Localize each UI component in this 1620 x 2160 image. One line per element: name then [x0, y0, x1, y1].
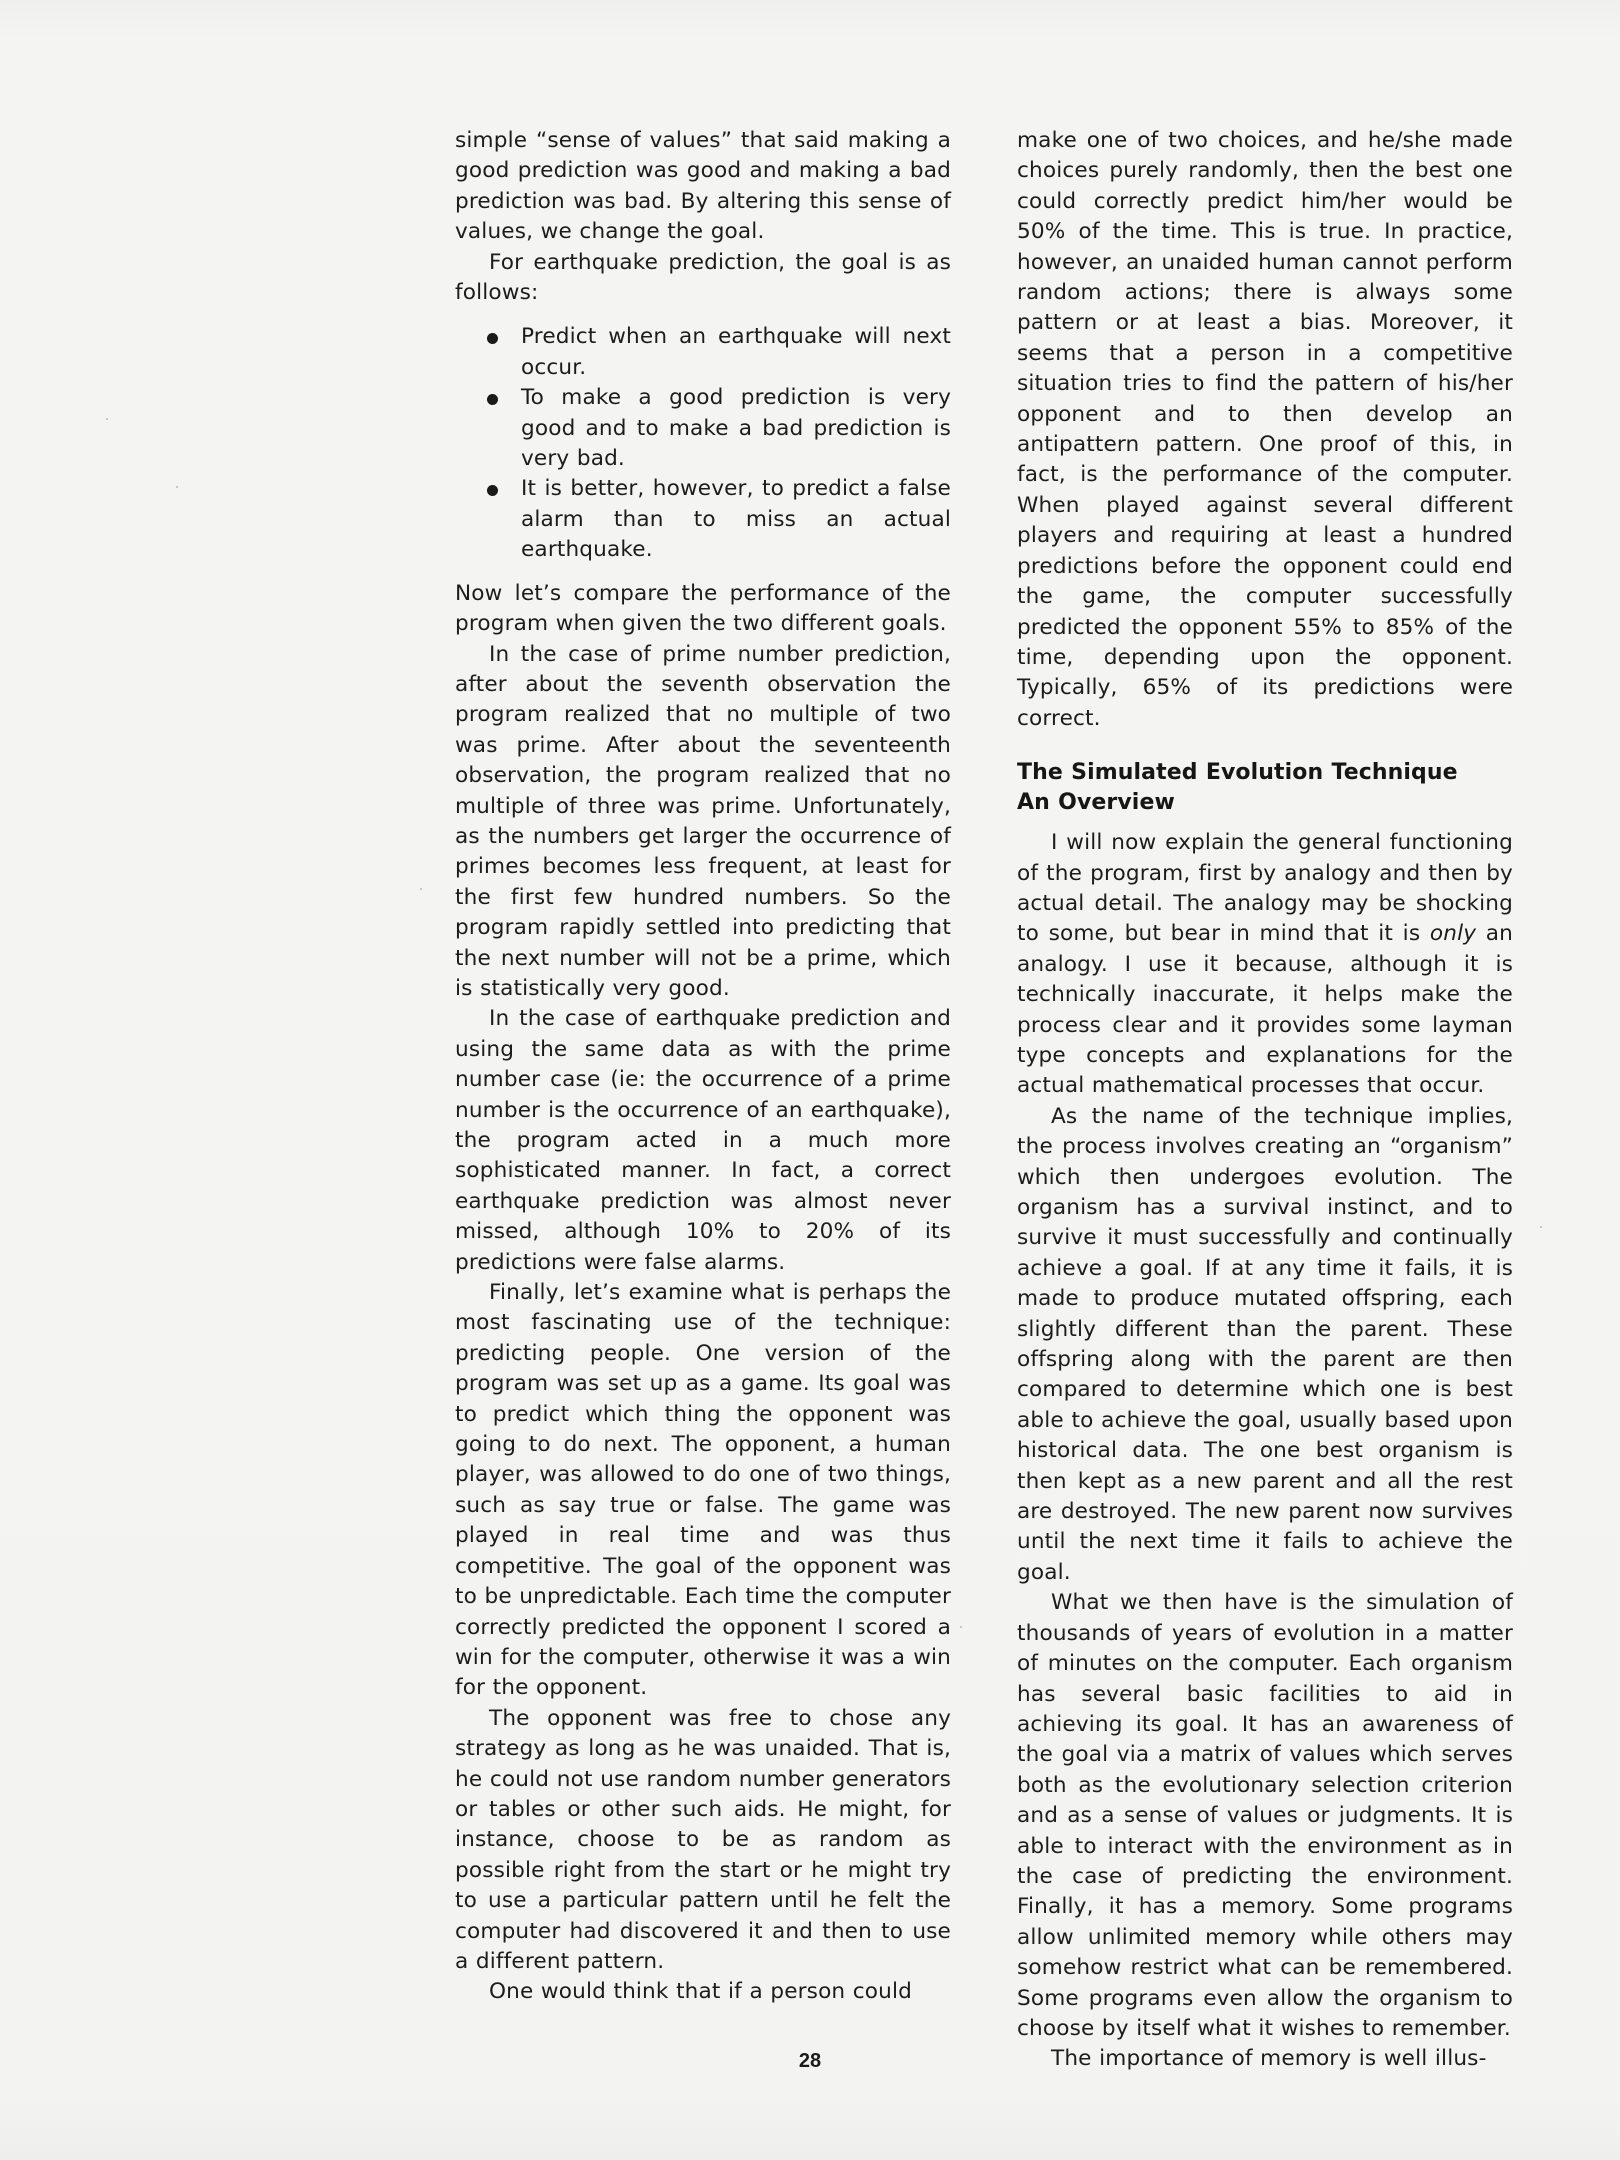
section-heading: [1017, 758, 1513, 818]
paragraph: What we then have is the simulation of thousands of years of evolution in a matter of minutes on the computer. Each organism has several basic facilities to aid in achieving its goal. It has an awareness of the goal via a matrix of values which serves both as the evolutionary selection criterion and as a sense of values or judgments. It is able to interact with the environment as in the case of predicting the environment. Finally, it has a memory. Some programs allow unlimited memory while others may somehow restrict what can be remembered. Some programs even allow the organism to choose by itself what it wishes to remember.: [1017, 1590, 1513, 2041]
bullet-text: To make a good prediction is very good and to make a bad prediction is very bad.: [521, 385, 951, 472]
paragraph-text: I will now explain the general functioning of the program, first by analogy and then by actual detail. The analogy may be shocking to some, but bear in mind that it is: [1017, 830, 1513, 947]
scan-speck: [106, 418, 108, 420]
paragraph: The opponent was free to chose any strategy as long as he was unaided. That is, he could not use random number generators or tables or other such aids. He might, for instance, choose to be as random as possible right from the start or he might try to use a particular pattern until he felt the computer had discovered it and then to use a different pattern.: [455, 1705, 951, 1974]
bullet-text: It is better, however, to predict a false alarm than to miss an actual earthquake.: [521, 476, 951, 563]
paragraph: The importance of memory is well illus-: [1051, 2046, 1487, 2072]
bullet-text: Predict when an earthquake will next occur.: [521, 324, 951, 380]
goal-bullet-list: [455, 322, 951, 565]
paragraph: In the case of prime number prediction, after about the seventh observation the program realized that no multiple of two was prime. After about the seventeenth observation, the program realized that no multiple of three was prime. Unfortunately, as the numbers get larger the occurrence of primes becomes less frequent, at least for the first few hundred numbers. So the program rapidly settled into predicting that the next number will not be a prime, which is statistically very good.: [455, 641, 951, 1001]
bullet-item: [521, 474, 951, 565]
scan-speck: [960, 1626, 962, 1628]
paragraph: As the name of the technique implies, the process involves creating an “organism” which then undergoes evolution. The organism has a survival instinct, and to survive it must successfully and continually achieve a goal. If at any time it fails, it is made to produce mutated offspring, each slightly different than the parent. These offspring along with the parent are then compared to determine which one is best able to achieve the goal, usually based upon historical data. The one best organism is then kept as a new parent and all the rest are destroyed. The new parent now survives until the next time it fails to achieve the goal.: [1017, 1103, 1513, 1585]
paragraph: simple “sense of values” that said making a good prediction was good and making a bad prediction was bad. By altering this sense of values, we change the goal.: [455, 128, 951, 245]
scan-speck: [420, 888, 422, 890]
page-number: 28: [798, 2050, 822, 2072]
emphasis-text: only: [1429, 921, 1477, 947]
bullet-icon: [487, 333, 498, 344]
left-column: [455, 126, 951, 2008]
bullet-icon: [487, 394, 498, 405]
right-column: [1017, 126, 1513, 2075]
bullet-item: [521, 383, 951, 474]
bullet-item: [521, 322, 951, 383]
paragraph: One would think that if a person could: [489, 1979, 913, 2005]
scan-speck: [1540, 1226, 1542, 1228]
bullet-icon: [487, 485, 498, 496]
scan-speck: [176, 486, 178, 488]
paragraph: make one of two choices, and he/she made choices purely randomly, then the best one could correctly predict him/her would be 50% of the time. This is true. In practice, however, an unaided human cannot perform random actions; there is always some pattern or at least a bias. Moreover, it seems that a person in a competitive situation tries to find the pattern of his/her opponent and to then develop an antipattern pattern. One proof of this, in fact, is the performance of the computer. When played against several different players and requiring at least a hundred predictions before the opponent could end the game, the computer successfully predicted the opponent 55% to 85% of the time, depending upon the opponent. Typically, 65% of its predictions were correct.: [1017, 128, 1513, 731]
paragraph-text: an analogy. I use it because, although it is technically inaccurate, it helps make the process clear and it provides some layman type concepts and explanations for the actual mathematical processes that occur.: [1017, 921, 1514, 1099]
section-heading-line: An Overview: [1017, 790, 1175, 816]
paragraph: Finally, let’s examine what is perhaps the most fascinating use of the technique: predicting people. One version of the program was set up as a game. Its goal was to predict which thing the opponent was going to do next. The opponent, a human player, was allowed to do one of two things, such as say true or false. The game was played in real time and was thus competitive. The goal of the opponent was to be unpredictable. Each time the computer correctly predicted the opponent I scored a win for the computer, otherwise it was a win for the opponent.: [455, 1280, 952, 1701]
paragraph: [1017, 828, 1513, 1102]
paragraph: Now let’s compare the performance of the program when given the two different goals.: [455, 580, 951, 637]
section-heading-line: The Simulated Evolution Technique: [1017, 760, 1458, 786]
paragraph: In the case of earthquake prediction and using the same data as with the prime number case (ie: the occurrence of a prime number is the occurrence of an earthquake), the program acted in a much more sophisticated manner. In fact, a correct earthquake prediction was almost never missed, although 10% to 20% of its predictions were false alarms.: [455, 1006, 951, 1275]
paragraph: For earthquake prediction, the goal is as follows:: [455, 249, 951, 306]
